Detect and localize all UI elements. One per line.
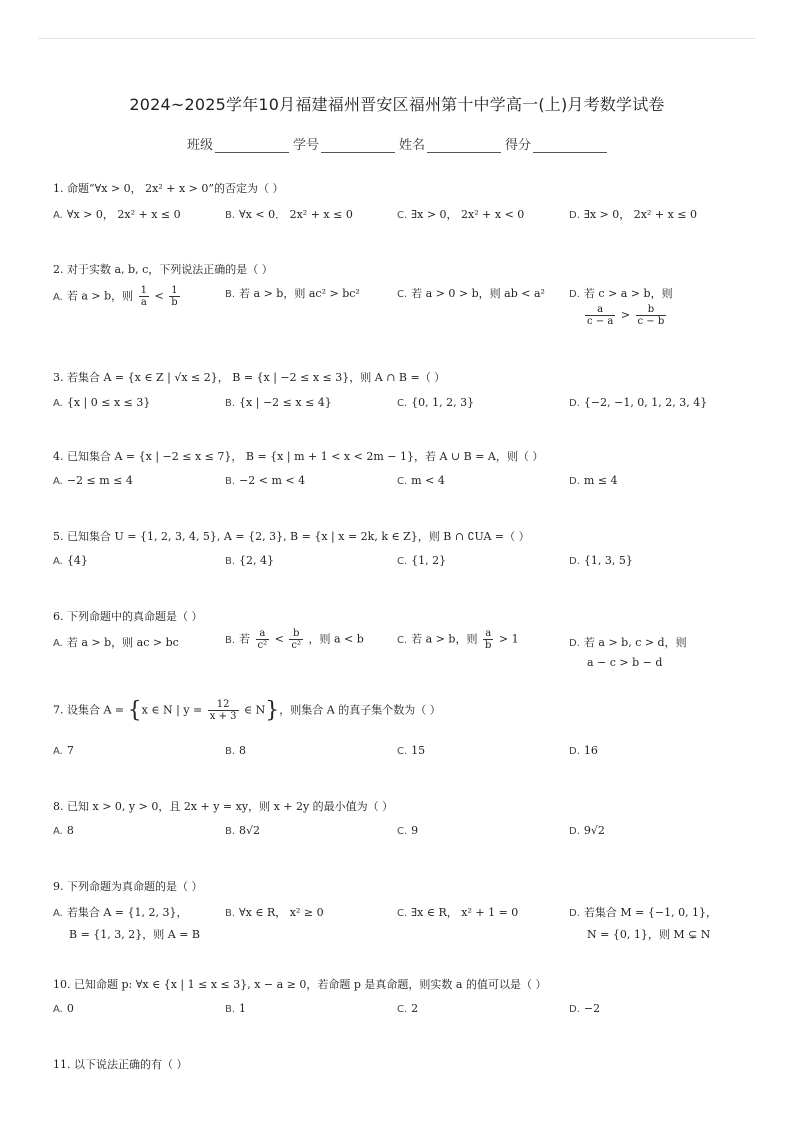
option-c[interactable]: C. {0, 1, 2, 3} [397,396,475,409]
option-d[interactable]: D. 16 [569,744,598,757]
option-b[interactable]: B. −2 < m < 4 [225,474,306,487]
fraction: $\frac{1}{b}$ [171,285,178,308]
name-label: 姓名 [399,138,426,153]
option-a[interactable]: A. {x | 0 ≤ x ≤ 3} [53,396,151,409]
question-stem: 11. 以下说法正确的有（ ） [53,1058,188,1071]
question-stem: 3. 若集合 A = {x ∈ Z | √x ≤ 2}， B = {x | −2 ≤ x ≤ 3}，则 A ∩ B =（ ） [53,371,446,384]
option-d[interactable]: D. {−2, −1, 0, 1, 2, 3, 4} [569,396,708,409]
option-a[interactable]: A. 7 [53,744,74,757]
option-b[interactable]: B. 8 [225,744,247,757]
option-b[interactable]: B. ∀x < 0． 2x² + x ≤ 0 [225,208,353,221]
name-blank[interactable] [427,138,501,153]
question-stem: 1. 命题“∀x > 0， 2x² + x > 0”的否定为（ ） [53,182,284,195]
class-label: 班级 [186,138,213,153]
number-label: 学号 [292,138,319,153]
option-d[interactable]: D. {1, 3, 5} [569,554,633,567]
fraction: $\frac{a}{\text{c²}}$ [257,628,268,651]
question-stem: 4. 已知集合 A = {x | −2 ≤ x ≤ 7}， B = {x | m + 1 < x < 2m − 1}，若 A ∪ B = A，则（ ） [53,450,544,463]
question-stem: 9. 下列命题为真命题的是（ ） [53,880,203,893]
question-stem: 10. 已知命题 p: ∀x ∈ {x | 1 ≤ x ≤ 3}, x − a ≥ 0，若命题 p 是真命题，则实数 a 的值可以是（ ） [53,978,547,991]
option-a[interactable]: A. 若 a > b，则 ac > bc [53,636,179,649]
option-d[interactable]: D. ∃x > 0， 2x² + x ≤ 0 [569,208,698,221]
option-d[interactable]: D. 若集合 M = {−1, 0, 1}， N = {0, 1}，则 M ⊊ N [569,906,718,941]
score-field [505,134,607,153]
brace-left: { [127,698,142,723]
question-stem: 6. 下列命题中的真命题是（ ） [53,610,203,623]
option-d[interactable]: D. 若 a > b, c > d，则 a − c > b − d [569,636,687,669]
option-a[interactable]: A. ∀x > 0， 2x² + x ≤ 0 [53,208,181,221]
option-a[interactable]: A. 若 a > b，则 $\frac{1}{a}$ < $\frac{1}{b}$ [53,285,178,308]
score-label: 得分 [505,138,532,153]
option-b[interactable]: B. {2, 4} [225,554,275,567]
number-field [293,134,395,153]
fraction: $\frac{12}{x + 3}$ [209,699,237,722]
fraction: $\frac{a}{c - a}$ [587,304,614,327]
option-d[interactable]: D. m ≤ 4 [569,474,618,487]
option-c[interactable]: C. 若 a > 0 > b，则 ab < a² [397,287,545,300]
option-a[interactable]: A. 8 [53,824,74,837]
option-a[interactable]: A. 若集合 A = {1, 2, 3}， B = {1, 3, 2}，则 A = B [53,906,201,941]
class-blank[interactable] [215,138,289,153]
question-stem: 7. 设集合 A = {x ∈ N | y = $\frac{12}{x + 3}$ ∈ N}，则集合 A 的真子集个数为（ ） [53,698,441,723]
option-b[interactable]: B. 若 a > b，则 ac² > bc² [225,287,360,300]
student-info-line [0,134,794,153]
option-c[interactable]: C. ∃x > 0， 2x² + x < 0 [397,208,525,221]
fraction: $\frac{1}{a}$ [140,285,148,308]
brace-right: } [265,698,280,723]
option-b[interactable]: B. 8√2 [225,824,261,837]
option-b[interactable]: B. {x | −2 ≤ x ≤ 4} [225,396,332,409]
option-c[interactable]: C. 15 [397,744,426,757]
option-a[interactable]: A. −2 ≤ m ≤ 4 [53,474,133,487]
option-d[interactable]: D. 若 c > a > b，则 $\frac{a}{c - a}$ > $\frac{b}{c - b}$ [569,287,673,327]
question-stem: 2. 对于实数 a, b, c，下列说法正确的是（ ） [53,263,273,276]
top-divider [38,38,756,39]
question-stem: 8. 已知 x > 0, y > 0，且 2x + y = xy，则 x + 2y 的最小值为（ ） [53,800,394,813]
option-c[interactable]: C. {1, 2} [397,554,447,567]
option-b[interactable]: B. 1 [225,1002,247,1015]
question-stem: 5. 已知集合 U = {1, 2, 3, 4, 5}, A = {2, 3}, B = {x | x = 2k, k ∈ Z}，则 B ∩ ∁UA =（ ） [53,530,530,543]
option-c[interactable]: C. ∃x ∈ R， x² + 1 = 0 [397,906,519,919]
fraction: $\frac{b}{\text{c²}}$ [291,628,301,651]
option-a[interactable]: A. {4} [53,554,88,567]
option-b[interactable]: B. ∀x ∈ R， x² ≥ 0 [225,906,324,919]
option-a[interactable]: A. 0 [53,1002,74,1015]
score-blank[interactable] [533,138,607,153]
fraction: $\frac{b}{c - b}$ [637,304,665,327]
fraction: $\frac{a}{b}$ [484,628,492,651]
option-c[interactable]: C. 若 a > b，则 $\frac{a}{b}$ > 1 [397,628,519,651]
option-c[interactable]: C. 2 [397,1002,419,1015]
option-b[interactable]: B. 若 $\frac{a}{\text{c²}}$ < $\frac{b}{\text{c²}}$ ，则 a < b [225,628,364,651]
option-c[interactable]: C. 9 [397,824,419,837]
option-d[interactable]: D. −2 [569,1002,601,1015]
page-title: 2024~2025学年10月福建福州晋安区福州第十中学高一(上)月考数学试卷 [129,95,665,114]
name-field [399,134,501,153]
number-blank[interactable] [321,138,395,153]
option-c[interactable]: C. m < 4 [397,474,445,487]
option-d[interactable]: D. 9√2 [569,824,605,837]
class-field [187,134,289,153]
